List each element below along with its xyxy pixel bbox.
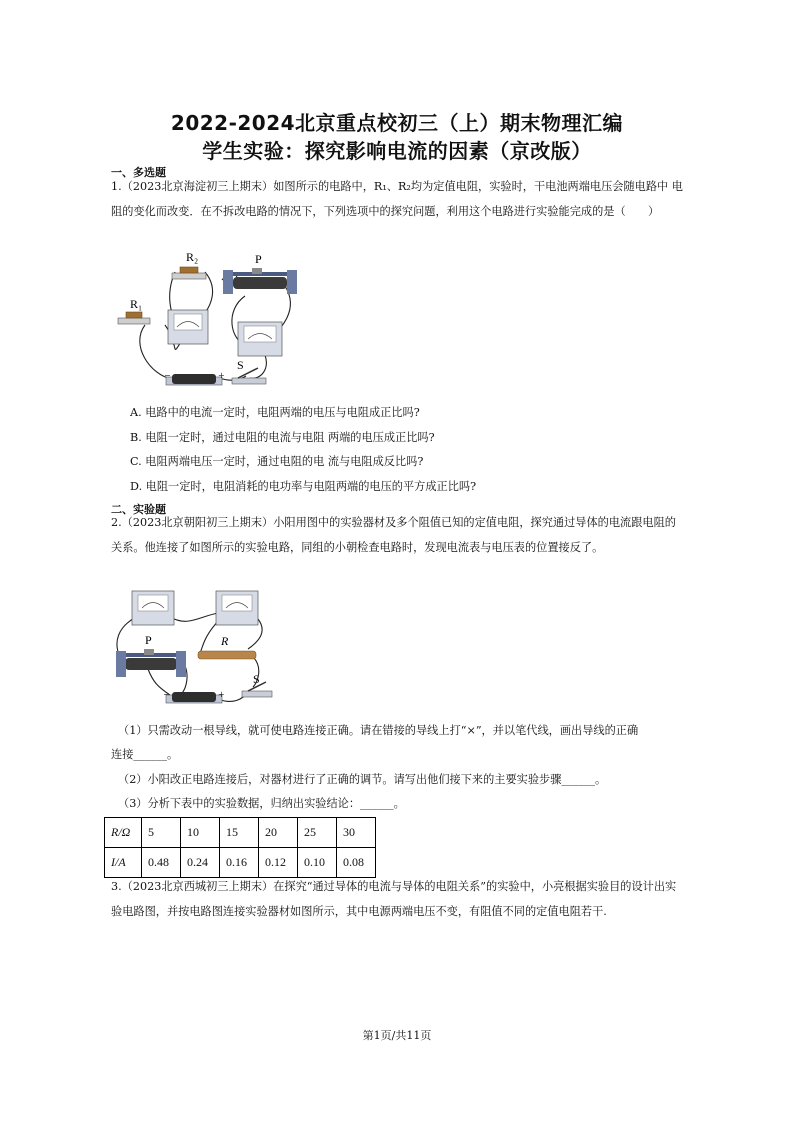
page-title: 2022-2024北京重点校初三（上）期末物理汇编 (170, 111, 624, 135)
table-cell: 0.48 (142, 848, 181, 878)
svg-text:+: + (218, 690, 225, 699)
option-b: B. 电阻一定时，通过电阻的电流与电阻 两端的电压成正比吗? (130, 431, 435, 444)
subquestion-3: （3）分析下表中的实验数据，归纳出实验结论：______。 (118, 797, 405, 810)
table-cell: 15 (220, 818, 259, 848)
subquestion-1-cont: 连接______。 (111, 748, 179, 761)
rheostat (223, 268, 297, 294)
ammeter (216, 591, 258, 625)
label-r: R (221, 634, 229, 648)
table-header-current: I/A (105, 848, 142, 878)
table-cell: 0.12 (259, 848, 298, 878)
battery (163, 690, 225, 703)
battery (164, 371, 225, 385)
question-3-text: 3.（2023北京西城初三上期末）在探究“通过导体的电流与导体的电阻关系”的实验中，小亮根据实验目的设计出实验电路图，并按电路图连接实验器材如图所示，其中电源两端电压不变，有阻值不同的定值电阻若干. (111, 880, 677, 918)
label-r2: R₂ (186, 250, 199, 264)
circuit-figure-1 (110, 250, 310, 395)
label-p: P (145, 633, 152, 647)
table-row-resistance (105, 818, 376, 848)
table-cell: 0.08 (337, 848, 376, 878)
table-cell: 30 (337, 818, 376, 848)
resistor-r1 (118, 312, 150, 324)
data-table (104, 817, 376, 878)
label-p: P (255, 252, 262, 266)
page-footer: 第1页/共11页 (362, 1029, 432, 1042)
option-a: A. 电路中的电流一定时，电阻两端的电压与电阻成正比吗? (130, 406, 420, 419)
table-cell: 10 (181, 818, 220, 848)
section-heading-experiment: 二、实验题 (111, 503, 166, 516)
table-header-resistance: R/Ω (105, 818, 142, 848)
section-heading-multi: 一、多选题 (111, 166, 166, 179)
table-cell: 0.10 (298, 848, 337, 878)
option-c: C. 电阻两端电压一定时，通过电阻的电 流与电阻成反比吗? (130, 455, 424, 468)
table-row-current (105, 848, 376, 878)
resistor-r (198, 651, 256, 659)
svg-text:+: + (218, 371, 225, 380)
svg-text:−: − (163, 690, 170, 699)
svg-text:−: − (164, 371, 171, 380)
question-2-text: 2.（2023北京朝阳初三上期末）小阳用图中的实验器材及多个阻值已知的定值电阻，探究通过导体的电流跟电阻的关系。他连接了如图所示的实验电路，同组的小朝检查电路时，发现电流表与电压表的位置接反了。 (111, 516, 676, 554)
rheostat (116, 649, 186, 677)
label-s: S (237, 358, 244, 372)
page-subtitle: 学生实验：探究影响电流的因素（京改版） (202, 139, 592, 163)
table-cell: 25 (298, 818, 337, 848)
meter-right (238, 322, 282, 356)
table-cell: 0.24 (181, 848, 220, 878)
subquestion-2: （2）小阳改正电路连接后，对器材进行了正确的调节。请写出他们接下来的主要实验步骤______。 (118, 773, 607, 786)
meter-left (168, 310, 208, 344)
resistor-r2 (172, 267, 206, 279)
voltmeter (132, 591, 174, 625)
label-s: S (253, 672, 260, 686)
subquestion-1: （1）只需改动一根导线，就可使电路连接正确。请在错接的导线上打“×”，并以笔代线，画出导线的正确 (118, 724, 639, 737)
table-cell: 0.16 (220, 848, 259, 878)
question-1-text: 1.（2023北京海淀初三上期末）如图所示的电路中，R₁、R₂均为定值电阻，实验时，干电池两端电压会随电路中 电阻的变化而改变．在不拆改电路的情况下，下列选项中的探究问题，利用这个电路进行实验能完成的是（ ） (111, 180, 683, 218)
option-d: D. 电阻一定时，电阻消耗的电功率与电阻两端的电压的平方成正比吗? (130, 480, 477, 493)
label-r1: R₁ (130, 297, 143, 311)
circuit-figure-2 (108, 587, 283, 712)
table-cell: 20 (259, 818, 298, 848)
table-cell: 5 (142, 818, 181, 848)
